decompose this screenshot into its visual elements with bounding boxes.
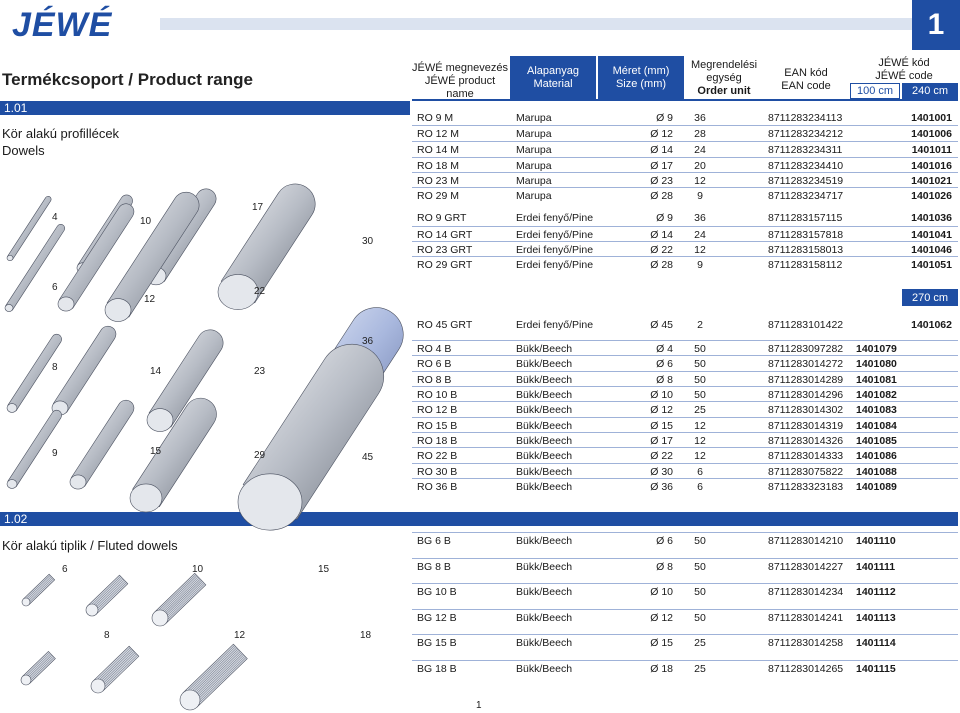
material: Erdei fenyő/Pine: [516, 259, 594, 271]
dimension-label: 15: [318, 564, 330, 575]
code-100cm: 1401110: [856, 535, 896, 547]
product-name: RO 14 GRT: [417, 229, 473, 241]
table-row: [412, 401, 958, 416]
ean-code: 8711283014227: [768, 561, 844, 573]
product-name: RO 6 B: [417, 358, 452, 370]
product-name: BG 18 B: [417, 663, 457, 675]
dowel-4: [5, 224, 65, 311]
ean-code: 8711283014302: [768, 404, 844, 416]
ean-code: 8711283157115: [768, 212, 843, 224]
dimension-label: 15: [150, 446, 162, 457]
header-code-hu: JÉWÉ kód: [878, 56, 930, 69]
size: Ø 17: [650, 435, 673, 447]
order-unit: 6: [697, 481, 703, 493]
product-name: RO 30 B: [417, 466, 458, 478]
product-name: BG 15 B: [417, 637, 457, 649]
table-row: [412, 463, 958, 478]
product-name: RO 29 GRT: [417, 259, 473, 271]
product-name: BG 6 B: [417, 535, 451, 547]
product-name: RO 23 M: [417, 175, 460, 187]
dimension-label: 8: [104, 630, 110, 641]
code-100cm: 1401080: [856, 358, 897, 370]
order-unit: 50: [694, 343, 706, 355]
dimension-label: 36: [362, 336, 374, 347]
fluted-dowel-5: [180, 644, 247, 710]
size: Ø 14: [650, 144, 673, 156]
ean-code: 8711283014296: [768, 389, 844, 401]
header-material-en: Material: [533, 77, 573, 90]
material: Bükk/Beech: [516, 435, 573, 447]
code-240cm: 1401062: [911, 319, 952, 331]
dimension-label: 29: [254, 450, 266, 461]
dimension-label: 30: [362, 236, 374, 247]
code-240cm: 1401051: [911, 259, 952, 271]
table-row: [412, 172, 958, 187]
table-row: [412, 371, 958, 386]
order-unit: 2: [697, 319, 703, 331]
header-name-en: JÉWÉ product name: [424, 74, 496, 100]
fluted-dowel-1: [86, 575, 128, 616]
order-unit: 12: [694, 450, 706, 462]
order-unit: 12: [694, 244, 706, 256]
code-240cm: 1401026: [911, 190, 952, 202]
dimension-label: 8: [52, 362, 58, 373]
material: Bükk/Beech: [516, 450, 573, 462]
dimension-label: 10: [192, 564, 204, 575]
ean-code: 8711283014210: [768, 535, 844, 547]
material: Bükk/Beech: [516, 343, 573, 355]
code-100cm: 1401086: [856, 450, 897, 462]
order-unit: 9: [697, 190, 703, 202]
footer-page-number: 1: [476, 700, 482, 711]
ean-code: 8711283234717: [768, 190, 844, 202]
product-name: RO 18 B: [417, 435, 458, 447]
size: Ø 12: [650, 612, 673, 624]
material: Erdei fenyő/Pine: [516, 212, 594, 224]
ean-code: 8711283234410: [768, 160, 844, 172]
order-unit: 12: [694, 420, 706, 432]
dowel-3: [218, 184, 315, 310]
size: Ø 17: [650, 160, 673, 172]
material: Bükk/Beech: [516, 612, 573, 624]
table-row: [412, 432, 958, 447]
size: Ø 45: [650, 319, 673, 331]
material: Bükk/Beech: [516, 389, 573, 401]
material: Bükk/Beech: [516, 586, 573, 598]
material: Bükk/Beech: [516, 561, 573, 573]
ean-code: 8711283014234: [768, 586, 844, 598]
code-240cm: 1401021: [911, 175, 952, 187]
material: Bükk/Beech: [516, 420, 573, 432]
table-row: [412, 355, 958, 370]
dimension-label: 6: [62, 564, 68, 575]
size: Ø 6: [656, 358, 673, 370]
header-code-en: JÉWÉ code: [875, 69, 933, 82]
table-row: [412, 210, 958, 225]
ean-code: 8711283014258: [768, 637, 844, 649]
code-240cm: 1401041: [911, 229, 952, 241]
svg-text:JÉWÉ: JÉWÉ: [12, 6, 113, 42]
product-name: RO 36 B: [417, 481, 458, 493]
table-row: [412, 386, 958, 401]
code-100cm: 1401079: [856, 343, 897, 355]
header-order-1: Megrendelési: [690, 58, 758, 71]
table-row: [412, 558, 958, 573]
dimension-label: 6: [52, 282, 58, 293]
product-name: RO 9 GRT: [417, 212, 467, 224]
ean-code: 8711283014241: [768, 612, 844, 624]
code-100cm: 1401112: [856, 586, 896, 598]
material: Bükk/Beech: [516, 466, 573, 478]
dimension-label: 12: [144, 294, 156, 305]
size: Ø 6: [656, 535, 673, 547]
table-row: [412, 317, 958, 332]
dowel-7: [7, 334, 62, 412]
order-unit: 50: [694, 358, 706, 370]
product-name: RO 4 B: [417, 343, 452, 355]
table-row: [412, 256, 958, 271]
dimension-label: 12: [234, 630, 246, 641]
order-unit: 36: [694, 212, 706, 224]
header-ean-hu: EAN kód: [784, 67, 828, 79]
dimension-label: 14: [150, 366, 162, 377]
order-unit: 25: [694, 663, 706, 675]
product-name: BG 12 B: [417, 612, 457, 624]
ean-code: 8711283234212: [768, 128, 844, 140]
table-row: [412, 634, 958, 649]
product-name: RO 22 B: [417, 450, 458, 462]
ean-code: 8711283234311: [768, 144, 843, 156]
code-240cm: 1401001: [911, 112, 952, 124]
size: Ø 15: [650, 637, 673, 649]
table-row: [412, 226, 958, 241]
size: Ø 8: [656, 561, 673, 573]
size: Ø 14: [650, 229, 673, 241]
product-name: RO 29 M: [417, 190, 460, 202]
material: Erdei fenyő/Pine: [516, 244, 594, 256]
code-100cm: 1401113: [856, 612, 896, 624]
ean-code: 8711283234519: [768, 175, 844, 187]
size: Ø 30: [650, 466, 673, 478]
product-name: RO 9 M: [417, 112, 454, 124]
dimension-label: 9: [52, 448, 58, 459]
material: Bükk/Beech: [516, 663, 573, 675]
table-row: [412, 417, 958, 432]
section-1-number: 1.01: [4, 101, 28, 115]
material: Marupa: [516, 112, 552, 124]
section-2-name: Kör alakú tiplik / Fluted dowels: [2, 538, 178, 553]
order-unit: 50: [694, 374, 706, 386]
order-unit: 36: [694, 112, 706, 124]
product-name: RO 18 M: [417, 160, 460, 172]
header-sub-100cm: 100 cm: [850, 83, 900, 99]
page-title: Termékcsoport / Product range: [2, 70, 253, 89]
ean-code: 8711283101422: [768, 319, 844, 331]
size: Ø 12: [650, 404, 673, 416]
order-unit: 9: [697, 259, 703, 271]
order-unit: 20: [694, 160, 706, 172]
product-name: RO 12 M: [417, 128, 460, 140]
table-row: [412, 583, 958, 598]
size: Ø 10: [650, 389, 673, 401]
material: Erdei fenyő/Pine: [516, 229, 594, 241]
size: Ø 9: [656, 112, 673, 124]
order-unit: 24: [694, 229, 706, 241]
order-unit: 50: [694, 612, 706, 624]
size: Ø 36: [650, 481, 673, 493]
size: Ø 10: [650, 586, 673, 598]
material: Bükk/Beech: [516, 374, 573, 386]
header-size-en: Size (mm): [615, 77, 667, 90]
size: Ø 9: [656, 212, 673, 224]
product-name: BG 8 B: [417, 561, 451, 573]
code-100cm: 1401081: [856, 374, 897, 386]
material: Bükk/Beech: [516, 535, 573, 547]
ean-code: 8711283014272: [768, 358, 844, 370]
table-row: [412, 157, 958, 172]
ean-code: 8711283075822: [768, 466, 844, 478]
dimension-label: 10: [140, 216, 152, 227]
header-material-hu: Alapanyag: [527, 64, 579, 77]
table-row: [412, 447, 958, 462]
order-unit: 12: [694, 175, 706, 187]
table-row: [412, 532, 958, 547]
ean-code: 8711283158013: [768, 244, 844, 256]
order-unit: 28: [694, 128, 706, 140]
material: Erdei fenyő/Pine: [516, 319, 594, 331]
section-1-name-en: Dowels: [2, 143, 45, 158]
fluted-dowel-3: [21, 651, 55, 685]
header-order-2: egység: [706, 71, 742, 84]
order-unit: 6: [697, 466, 703, 478]
table-row: [412, 609, 958, 624]
product-name: BG 10 B: [417, 586, 457, 598]
table-row: [412, 340, 958, 355]
size: Ø 28: [650, 259, 673, 271]
dimension-label: 22: [254, 286, 266, 297]
size: Ø 8: [656, 374, 673, 386]
product-name: RO 15 B: [417, 420, 458, 432]
code-240cm: 1401016: [911, 160, 952, 172]
product-name: RO 23 GRT: [417, 244, 473, 256]
product-name: RO 14 M: [417, 144, 460, 156]
dimension-label: 45: [362, 452, 374, 463]
order-unit: 50: [694, 389, 706, 401]
header-size-hu: Méret (mm): [612, 64, 670, 77]
product-name: RO 10 B: [417, 389, 458, 401]
table-row: [412, 660, 958, 675]
code-240cm: 1401046: [911, 244, 952, 256]
ean-code: 8711283158112: [768, 259, 843, 271]
size: Ø 12: [650, 128, 673, 140]
product-name: RO 12 B: [417, 404, 458, 416]
code-240cm: 1401006: [911, 128, 952, 140]
order-unit: 12: [694, 435, 706, 447]
size: Ø 23: [650, 175, 673, 187]
header-ean-en: EAN code: [781, 80, 831, 92]
ean-code: 8711283234113: [768, 112, 843, 124]
code-100cm: 1401083: [856, 404, 897, 416]
material: Bükk/Beech: [516, 637, 573, 649]
material: Bükk/Beech: [516, 404, 573, 416]
material: Marupa: [516, 175, 552, 187]
product-name: RO 8 B: [417, 374, 452, 386]
ean-code: 8711283014265: [768, 663, 844, 675]
table-row: [412, 110, 958, 125]
ean-code: 8711283014326: [768, 435, 844, 447]
size: Ø 22: [650, 244, 673, 256]
material: Marupa: [516, 128, 552, 140]
header-sub-270cm: 270 cm: [902, 289, 958, 306]
material: Bükk/Beech: [516, 481, 573, 493]
product-name: RO 45 GRT: [417, 319, 473, 331]
material: Marupa: [516, 190, 552, 202]
code-100cm: 1401114: [856, 637, 896, 649]
order-unit: 24: [694, 144, 706, 156]
code-240cm: 1401036: [911, 212, 952, 224]
material: Marupa: [516, 160, 552, 172]
table-row: [412, 125, 958, 140]
order-unit: 25: [694, 637, 706, 649]
dimension-label: 23: [254, 366, 266, 377]
ean-code: 8711283014289: [768, 374, 844, 386]
order-unit: 50: [694, 586, 706, 598]
table-row: [412, 141, 958, 156]
size: Ø 4: [656, 343, 673, 355]
ean-code: 8711283097282: [768, 343, 844, 355]
code-100cm: 1401082: [856, 389, 897, 401]
dowel-12: [70, 400, 134, 489]
order-unit: 50: [694, 535, 706, 547]
order-unit: 50: [694, 561, 706, 573]
dimension-label: 18: [360, 630, 372, 641]
table-row: [412, 187, 958, 202]
header-order-3: Order unit: [697, 84, 751, 97]
code-240cm: 1401011: [911, 144, 952, 156]
fluted-dowel-group: [21, 573, 247, 710]
code-100cm: 1401115: [856, 663, 896, 675]
header-sub-240cm: 240 cm: [902, 83, 958, 99]
fluted-dowel-2: [152, 573, 206, 626]
ean-code: 8711283014333: [768, 450, 844, 462]
order-unit: 25: [694, 404, 706, 416]
page-number-box: 1: [912, 0, 960, 50]
size: Ø 18: [650, 663, 673, 675]
fluted-dowel-4: [91, 646, 139, 693]
code-100cm: 1401111: [856, 561, 896, 573]
table-row: [412, 478, 958, 493]
ean-code: 8711283014319: [768, 420, 844, 432]
dimension-label: 17: [252, 202, 264, 213]
section-1-name-hu: Kör alakú profillécek: [2, 126, 120, 141]
size: Ø 28: [650, 190, 673, 202]
ean-code: 8711283323183: [768, 481, 844, 493]
ean-code: 8711283157818: [768, 229, 844, 241]
code-100cm: 1401084: [856, 420, 897, 432]
size: Ø 15: [650, 420, 673, 432]
material: Marupa: [516, 144, 552, 156]
code-100cm: 1401085: [856, 435, 897, 447]
dowel-group: [5, 184, 403, 530]
table-row: [412, 241, 958, 256]
code-100cm: 1401088: [856, 466, 897, 478]
section-2-number: 1.02: [4, 512, 28, 526]
dimension-label: 4: [52, 212, 58, 223]
header-name-hu: JÉWÉ megnevezés: [412, 61, 508, 74]
size: Ø 22: [650, 450, 673, 462]
fluted-dowel-0: [22, 574, 55, 606]
material: Bükk/Beech: [516, 358, 573, 370]
code-100cm: 1401089: [856, 481, 897, 493]
